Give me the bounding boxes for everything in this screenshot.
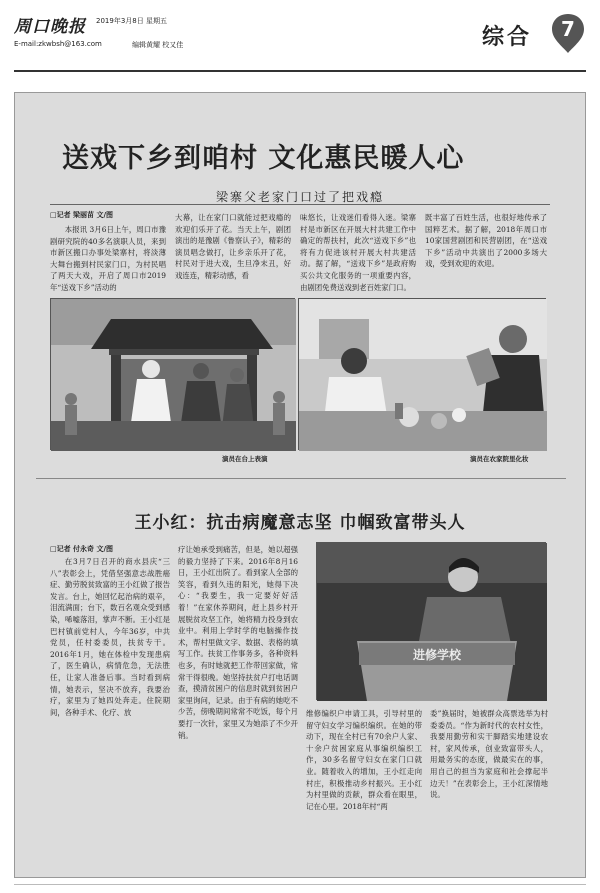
stage-performance-photo bbox=[50, 298, 295, 450]
story1-headline: 送戏下乡到咱村 文化惠民暖人心 bbox=[62, 143, 465, 174]
section-title: 综合 bbox=[482, 24, 533, 50]
story1-column-4: 既丰富了百姓生活，也很好地传承了国粹艺术。据了解，2018年周口市10家国营剧团和民营剧团，在“送戏下乡”活动中共演出了2000多场大戏，受到欢迎的欢迎。 bbox=[425, 213, 547, 269]
speaker-photo-sign: 进修学校 bbox=[412, 648, 462, 662]
paper-name: 周口晚报 bbox=[14, 17, 86, 37]
story1-rule bbox=[50, 204, 550, 205]
story1-column-3: 味悠长，让戏迷们看得入迷。梁寨村是市新区在开展大村共建工作中确定的帮扶村，此次“送戏下乡”也将有力促进该村开展大村共建活动。据了解，“送戏下乡”是政府购买公共文化服务的一项重要内容，由剧团免费送戏到老百姓家门口。 bbox=[300, 213, 416, 292]
masthead bbox=[14, 8, 586, 70]
section-divider bbox=[36, 478, 566, 479]
story2-column-2: 疗让她承受到痛苦，但是，她以超强的毅力坚持了下来。2016年8月16日，王小红出院了。看到家人全部的笑容，看到久违的阳光，她得下决心：“我要生，我一定要好好活着！”在家休养期间，赶上县乡村开展脱贫攻坚工作，她将精力投身到农业中。利用上学时学的电脑操作技术，帮村里做文字、数据、表格的填写工作。扶贫工作事务多，各种资料也多，有时她就把工作带回家做，常常干得很晚。她坚持扶贫户打电话调查，摸清贫困户的信息时就到贫困户家里询问，记录。由于有病的她吃不少苦，傍晚期间常常不吃饭，每个月要打一次针，家里又为她添了不少开销。 bbox=[178, 545, 298, 740]
story2-column-1 bbox=[50, 556, 170, 856]
footer-rule bbox=[14, 884, 586, 885]
page-number: 7 bbox=[561, 17, 575, 41]
speaker-image bbox=[317, 543, 547, 701]
story2-headline: 王小红：抗击病魔意志坚 巾帼致富带头人 bbox=[134, 513, 466, 533]
makeup-image bbox=[299, 299, 547, 451]
speaker-photo bbox=[316, 542, 546, 700]
story1-subheadline: 梁寨父老家门口过了把戏瘾 bbox=[215, 190, 384, 204]
story1-column-1: 本报讯 3月6日上午，周口市豫剧研究院的40多名演职人员，来到市新区搬口办事处梁寨村，将淡薄大舞台搬到村民家门口，为村民唱了两天大戏，开启了周口市2019年“送戏下乡”活动的 bbox=[50, 225, 166, 292]
makeup-photo bbox=[298, 298, 546, 450]
photo1-caption: 演员在台上表演 bbox=[222, 455, 268, 463]
photo2-caption: 演员在农家院里化妆 bbox=[470, 455, 529, 463]
email-address: E-mail:zkwbsh@163.com bbox=[14, 40, 102, 48]
story2-column-1-text: 在3月7日召开的商水县庆“三八”表彰会上，凭借坚强意志战胜癌症、勤劳脱贫致富的王小红做了报告发言。台上，她回忆起治病的艰辛，泪流满面；台下，数百名观众受到感染，唏嘘落泪，掌声不断。王小红是巴村镇前党村人，今年36岁，中共党员，任村委委员，扶贫专干。2016年1月，她在体检中发现患病了，医生确认，病情危急，无法胜任，让家人准备后事。当时看到病情，她表示，坚决不放弃，我要治疗，家里为了她四处奔走。住院期间，各种手术、化疗、放 bbox=[50, 557, 170, 717]
story2-column-3: 维修编织户申请工具，引导村里的留守妇女学习编织编织。在她的带动下，现在全村已有70余户人家、十余户贫困家庭从事编织编织工作，30多名留守妇女在家门口就业。随着收入的增加，王小红走向村庄，积极推动乡村振兴。王小红为村里做的贡献，群众看在眼里，记在心里。2018年村“两 bbox=[306, 709, 422, 811]
editor-credit: 编辑黄耀 校又佳 bbox=[132, 41, 184, 49]
issue-date: 2019年3月8日 星期五 bbox=[96, 17, 167, 25]
header-rule bbox=[14, 70, 586, 72]
page-number-badge bbox=[550, 12, 586, 54]
story1-byline: □记者 梁丽苗 文/图 bbox=[50, 211, 114, 219]
story2-column-4: 委”换届时，她被群众高票选举为村委委员。“作为新时代的农村女性，我要用勤劳和实干脚踏实地建设农村，家风传承，创业致富带头人，用最务实的态度，做最实在的事，用自己的担当为家庭和社会撑起半边天！”在表彰会上，王小红深情地说。 bbox=[430, 709, 548, 800]
story1-column-2: 大幕，让在家门口就能过把戏瘾的欢迎们乐开了花。当天上午，剧团演出的是豫剧《鲁察认子》，精彩的演员唱念做打，让乡亲乐开了花，村民对于进大戏，生旦净末丑，好戏连连，精彩动感，看 bbox=[175, 213, 291, 280]
story2-byline: □记者 付永奇 文/图 bbox=[50, 545, 114, 553]
stage-performance-image bbox=[51, 299, 296, 451]
